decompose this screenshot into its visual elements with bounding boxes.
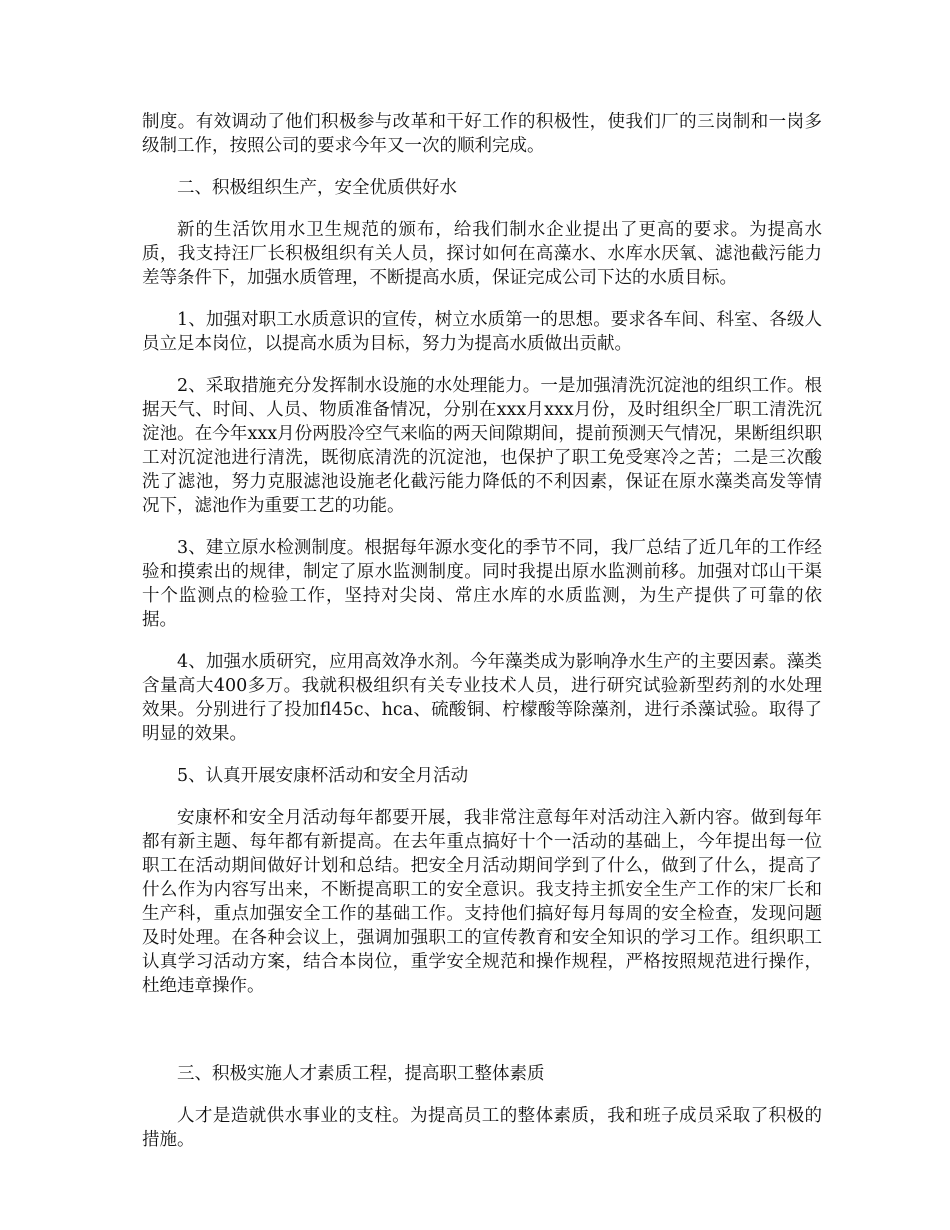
talent-paragraph: 人才是造就供水事业的支柱。为提高员工的整体素质，我和班子成员采取了积极的措施。 (142, 1106, 822, 1150)
blank-gap (142, 1016, 822, 1062)
safety-activity-paragraph: 安康杯和安全月活动每年都要开展，我非常注意每年对活动注入新内容。做到每年都有新主题、每年都有新提高。在去年重点搞好十个一活动的基础上，今年提出每一位职工在活动期间做好计划和总结。把安全月活动期间学到了什么，做到了什么，提高了什么作为内容写出来，不断提高职工的安全意识。我支持主抓安全生产工作的宋厂长和生产科，重点加强安全工作的基础工作。支持他们搞好每月每周的安全检查，发现问题及时处理。在各种会议上，强调加强职工的宣传教育和安全知识的学习工作。组织职工认真学习活动方案，结合本岗位，重学安全规范和操作规程，严格按照规范进行操作，杜绝违章操作。 (142, 808, 822, 996)
section-heading-3: 三、积极实施人才素质工程，提高职工整体素质 (177, 1064, 545, 1084)
section-heading-2: 二、积极组织生产，安全优质供好水 (177, 178, 457, 198)
item-1-paragraph: 1、加强对职工水质意识的宣传，树立水质第一的思想。要求各车间、科室、各级人员立足本岗位，以提高水质为目标，努力为提高水质做出贡献。 (142, 310, 822, 354)
paragraph-continuation: 制度。有效调动了他们积极参与改革和干好工作的积极性，使我们厂的三岗制和一岗多级制工作，按照公司的要求今年又一次的顺利完成。 (142, 112, 822, 156)
paragraph-water-standard: 新的生活饮用水卫生规范的颁布，给我们制水企业提出了更高的要求。为提高水质，我支持汪厂长积极组织有关人员，探讨如何在高藻水、水库水厌氧、滤池截污能力差等条件下，加强水质管理，不断提高水质，保证完成公司下达的水质目标。 (142, 220, 822, 288)
item-4-paragraph: 4、加强水质研究，应用高效净水剂。今年藻类成为影响净水生产的主要因素。藻类含量高大400多万。我就积极组织有关专业技术人员，进行研究试验新型药剂的水处理效果。分别进行了投加fl45c、hca、硫酸铜、柠檬酸等除藻剂，进行杀藻试验。取得了明显的效果。 (142, 652, 822, 744)
item-3-paragraph: 3、建立原水检测制度。根据每年源水变化的季节不同，我厂总结了近几年的工作经验和摸索出的规律，制定了原水监测制度。同时我提出原水监测前移。加强对邙山干渠十个监测点的检验工作，坚持对尖岗、常庄水库的水质监测，为生产提供了可靠的依据。 (142, 538, 822, 630)
item-2-paragraph: 2、采取措施充分发挥制水设施的水处理能力。一是加强清洗沉淀池的组织工作。根据天气、时间、人员、物质准备情况，分别在xxx月xxx月份，及时组织全厂职工清洗沉淀池。在今年xxx月份两股冷空气来临的两天间隙期间，提前预测天气情况，果断组织职工对沉淀池进行清洗，既彻底清洗的沉淀池，也保护了职工免受寒冷之苦；二是三次酸洗了滤池，努力克服滤池设施老化截污能力降低的不利因素，保证在原水藻类高发等情况下，滤池作为重要工艺的功能。 (142, 376, 822, 516)
document-body (142, 110, 822, 1170)
item-5-heading: 5、认真开展安康杯活动和安全月活动 (177, 766, 469, 786)
